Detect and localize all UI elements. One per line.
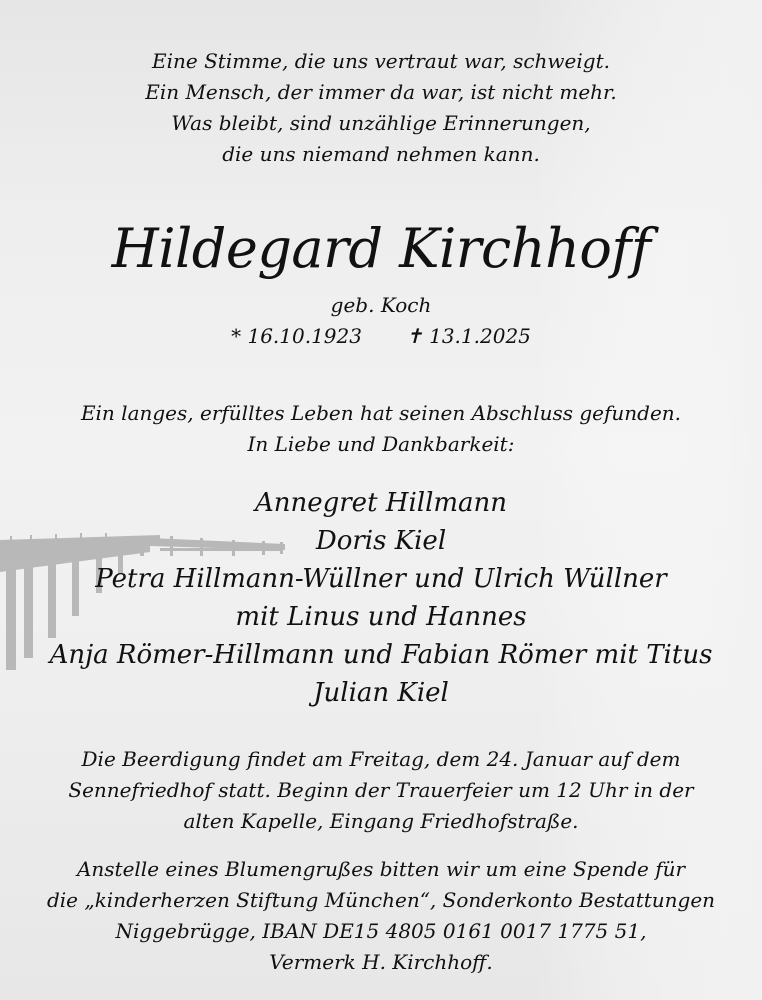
funeral-notice: [10, 744, 752, 837]
birth-date: * 16.10.1923: [231, 324, 362, 348]
mourner-line: Doris Kiel: [315, 526, 447, 556]
donation-line: Vermerk H. Kirchhoff.: [269, 950, 493, 974]
mourner-line: Petra Hillmann-Wüllner und Ulrich Wüllner: [95, 564, 667, 594]
poem-verse: [10, 46, 752, 170]
poem-line: die uns niemand nehmen kann.: [222, 142, 540, 166]
funeral-line: Die Beerdigung findet am Freitag, dem 24. Januar auf dem: [81, 747, 681, 771]
intro-line: Ein langes, erfülltes Leben hat seinen Abschluss gefunden.: [80, 401, 682, 425]
donation-line: die „kinderherzen Stiftung München“, Sonderkonto Bestattungen: [46, 888, 716, 912]
mourners-list: [10, 484, 752, 712]
funeral-line: Sennefriedhof statt. Beginn der Trauerfeier um 12 Uhr in der: [68, 778, 694, 802]
intro-line: In Liebe und Dankbarkeit:: [247, 432, 515, 456]
death-date: ✝ 13.1.2025: [405, 324, 531, 348]
birth-name: geb. Koch: [330, 293, 432, 317]
funeral-line: alten Kapelle, Eingang Friedhofstraße.: [183, 809, 579, 833]
intro-text: [10, 398, 752, 460]
poem-line: Was bleibt, sind unzählige Erinnerungen,: [171, 111, 591, 135]
mourner-line: Annegret Hillmann: [254, 488, 508, 518]
poem-line: Ein Mensch, der immer da war, ist nicht mehr.: [145, 80, 617, 104]
mourner-line: Anja Römer-Hillmann und Fabian Römer mit Titus: [49, 640, 713, 670]
donation-line: Anstelle eines Blumengrußes bitten wir um eine Spende für: [76, 857, 686, 881]
mourner-line: mit Linus und Hannes: [235, 602, 527, 632]
mourner-line: Julian Kiel: [313, 678, 449, 708]
deceased-name: Hildegard Kirchhoff: [111, 217, 651, 280]
donation-line: Niggebrügge, IBAN DE15 4805 0161 0017 1775 51,: [115, 919, 647, 943]
life-dates: [10, 321, 752, 351]
donation-request: [10, 854, 752, 978]
poem-line: Eine Stimme, die uns vertraut war, schweigt.: [152, 49, 610, 73]
